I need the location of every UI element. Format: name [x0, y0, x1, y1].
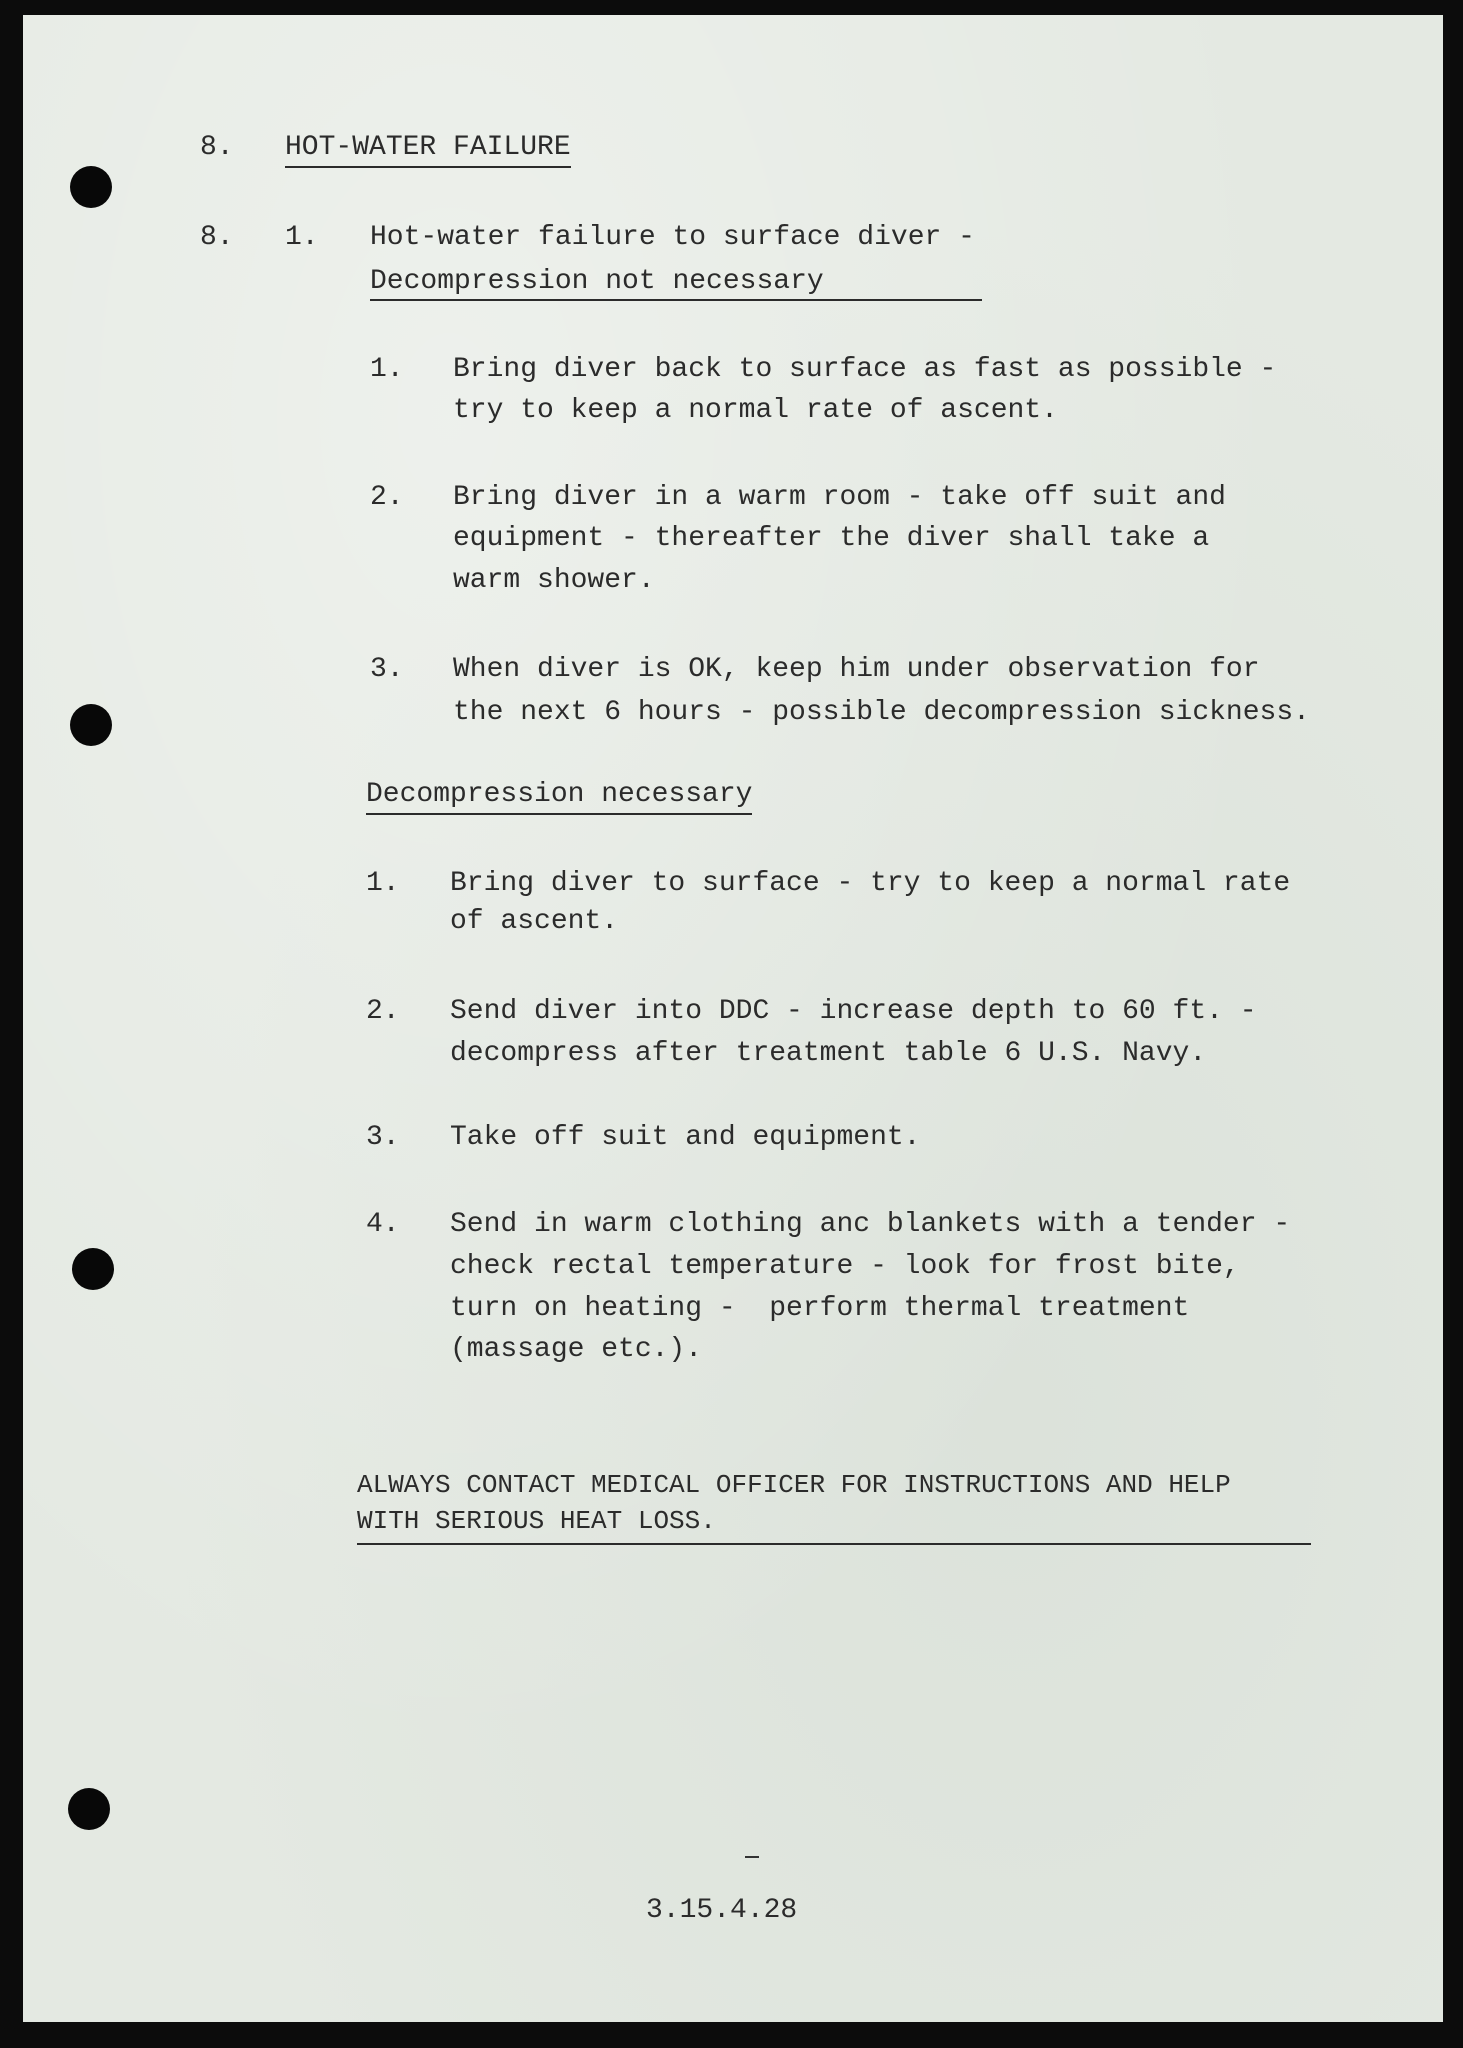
item-text: Bring diver to surface - try to keep a normal rate: [450, 868, 1291, 899]
item-number: 2.: [370, 482, 404, 513]
item-text: turn on heating - perform thermal treatment: [450, 1293, 1190, 1324]
item-text: Send diver into DDC - increase depth to 60 ft. -: [450, 996, 1257, 1027]
subsection-title-line1: Hot-water failure to surface diver -: [370, 222, 975, 253]
mark: [745, 1856, 759, 1858]
item-text: When diver is OK, keep him under observation for: [453, 654, 1260, 685]
item-number: 3.: [370, 654, 404, 685]
item-number: 3.: [366, 1122, 400, 1153]
punch-hole: [70, 704, 112, 746]
section-number: 8.: [200, 132, 234, 163]
item-text: warm shower.: [453, 565, 655, 596]
section-title: HOT-WATER FAILURE: [285, 132, 571, 168]
item-text: Bring diver in a warm room - take off suit and: [453, 482, 1226, 513]
item-number: 1.: [370, 354, 404, 385]
item-text: decompress after treatment table 6 U.S. Navy.: [450, 1038, 1207, 1069]
item-text: Bring diver back to surface as fast as possible -: [453, 354, 1277, 385]
subsection-number: 8.: [200, 222, 234, 253]
item-number: 1.: [366, 868, 400, 899]
item-text: of ascent.: [450, 906, 619, 937]
subsection-sub-number: 1.: [285, 222, 319, 253]
subsection-title-line2: Decompression not necessary: [370, 266, 824, 297]
notice-line1: ALWAYS CONTACT MEDICAL OFFICER FOR INSTRUCTIONS AND HELP: [357, 1470, 1231, 1500]
item-text: equipment - thereafter the diver shall take a: [453, 523, 1210, 554]
necessary-heading: Decompression necessary: [366, 779, 752, 815]
notice-underline: [357, 1543, 1311, 1545]
notice-line2: WITH SERIOUS HEAT LOSS.: [357, 1506, 716, 1536]
item-number: 4.: [366, 1209, 400, 1240]
item-text: (massage etc.).: [450, 1334, 703, 1365]
item-text: check rectal temperature - look for frost bite,: [450, 1251, 1240, 1282]
page-number: 3.15.4.28: [646, 1895, 798, 1926]
item-text: Send in warm clothing anc blankets with a tender -: [450, 1209, 1291, 1240]
punch-hole: [72, 1248, 114, 1290]
item-number: 2.: [366, 996, 400, 1027]
punch-hole: [68, 1788, 110, 1830]
item-text: try to keep a normal rate of ascent.: [453, 395, 1058, 426]
item-text: the next 6 hours - possible decompression sickness.: [453, 697, 1310, 728]
punch-hole: [70, 166, 112, 208]
item-text: Take off suit and equipment.: [450, 1122, 921, 1153]
subsection-underline: [370, 299, 982, 301]
